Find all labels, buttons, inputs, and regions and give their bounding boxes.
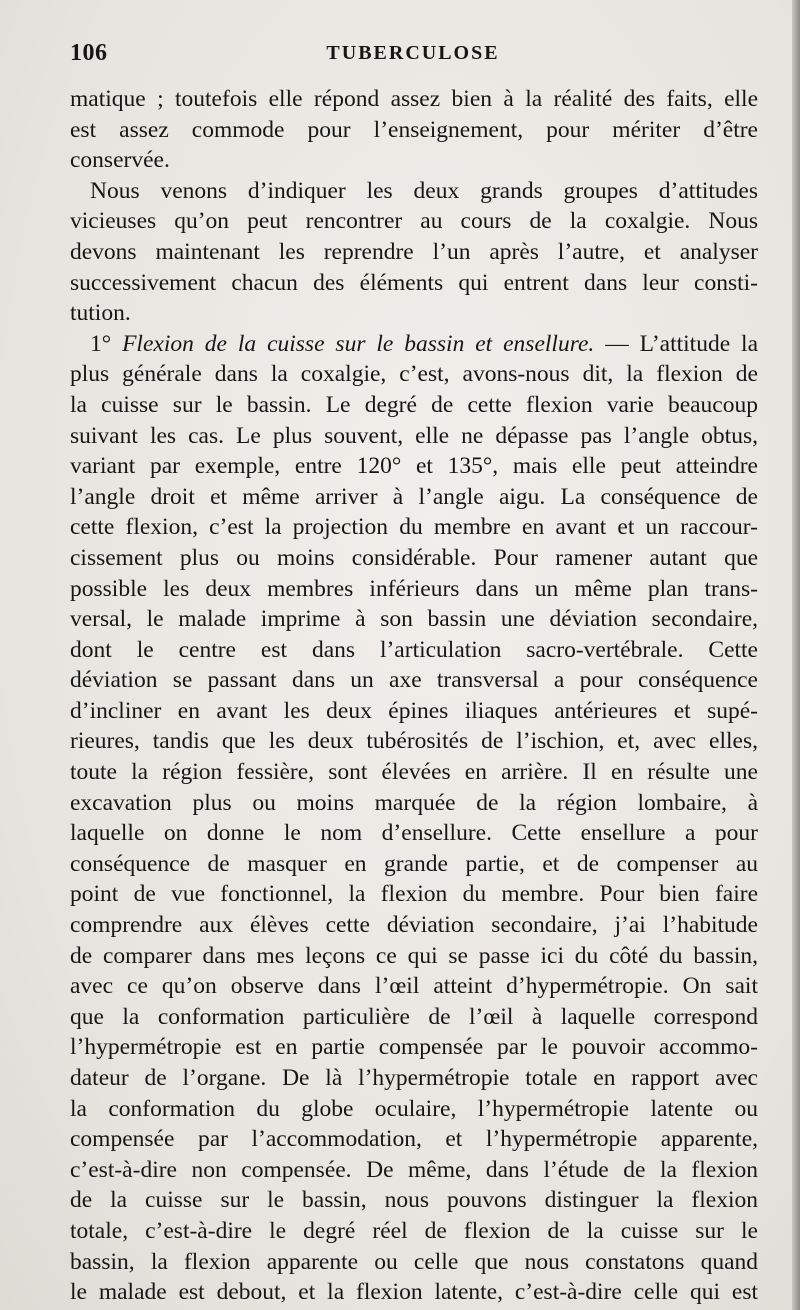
section-number: 1° (90, 330, 112, 357)
paragraph-3 (70, 329, 758, 1308)
section-lead: — L’attitude la (605, 330, 759, 357)
text-line: vicieuses qu’on peut rencontrer au cours de la coxalgie. Nous (70, 208, 758, 235)
page-edge-shadow (792, 0, 800, 1310)
page-number: 106 (70, 40, 108, 66)
text-line: bassin, la flexion apparente ou celle que nous constatons quand (70, 1248, 758, 1275)
text-line: conséquence de masquer en grande partie, et de compenser au (70, 850, 758, 877)
text-line: l’hypermétropie est en partie compensée par le pouvoir accommo- (70, 1034, 758, 1061)
text-line: toute la région fessière, sont élevées en arrière. Il en résulte une (70, 759, 758, 786)
text-line: conservée. (70, 147, 170, 174)
running-title: TUBERCULOSE (326, 42, 500, 64)
text-line: matique ; toutefois elle répond assez bien à la réalité des faits, elle (70, 86, 758, 112)
text-line: totale, c’est-à-dire le degré réel de flexion de la cuisse sur le (70, 1217, 758, 1244)
text-line: le malade est debout, et la flexion latente, c’est-à-dire celle qui est (70, 1279, 758, 1306)
text-line: tution. (70, 300, 131, 327)
body-text (70, 84, 758, 1308)
text-line: la conformation du globe oculaire, l’hypermétropie latente ou (70, 1095, 758, 1122)
text-line: l’angle droit et même arriver à l’angle aigu. La conséquence de (70, 483, 758, 510)
text-line: rieures, tandis que les deux tubérosités de l’ischion, et, avec elles, (70, 728, 758, 755)
text-line: excavation plus ou moins marquée de la région lombaire, à (70, 789, 758, 816)
text-line: est assez commode pour l’enseignement, pour mériter d’être (70, 116, 758, 143)
paragraph-2 (70, 176, 758, 329)
paragraph-1 (70, 84, 758, 176)
text-line: Nous venons d’indiquer les deux grands groupes d’attitudes (90, 177, 758, 204)
text-line: la cuisse sur le bassin. Le degré de cette flexion varie beaucoup (70, 391, 758, 418)
text-line: suivant les cas. Le plus souvent, elle ne dépasse pas l’angle obtus, (70, 422, 758, 449)
text-line: avec ce qu’on observe dans l’œil atteint d’hypermétropie. On sait (70, 973, 758, 1000)
text-line: cissement plus ou moins considérable. Pour ramener autant que (70, 544, 758, 571)
text-line: successivement chacun des éléments qui entrent dans leur consti- (70, 269, 758, 296)
text-line: plus générale dans la coxalgie, c’est, avons-nous dit, la flexion de (70, 361, 758, 388)
text-line: versal, le malade imprime à son bassin une déviation secondaire, (70, 606, 758, 633)
text-line: de la cuisse sur le bassin, nous pouvons distinguer la flexion (70, 1187, 758, 1214)
text-line: dateur de l’organe. De là l’hypermétropie totale en rapport avec (70, 1065, 758, 1091)
text-line: point de vue fonctionnel, la flexion du membre. Pour bien faire (70, 881, 758, 908)
text-line: déviation se passant dans un axe transversal a pour conséquence (70, 667, 758, 694)
text-line: dont le centre est dans l’articulation sacro-vertébrale. Cette (70, 636, 758, 663)
page-header (70, 40, 756, 70)
text-line: comprendre aux élèves cette déviation secondaire, j’ai l’habitude (70, 912, 758, 939)
text-line: de comparer dans mes leçons ce qui se passe ici du côté du bassin, (70, 942, 758, 969)
text-line: laquelle on donne le nom d’ensellure. Cette ensellure a pour (70, 820, 758, 847)
text-line: variant par exemple, entre 120° et 135°, mais elle peut atteindre (70, 453, 758, 480)
text-line: compensée par l’accommodation, et l’hypermétropie apparente, (70, 1126, 758, 1153)
text-line: cette flexion, c’est la projection du membre en avant et un raccour- (70, 514, 758, 541)
section-title: Flexion de la cuisse sur le bassin et ensellure. (122, 330, 595, 357)
text-line: d’incliner en avant les deux épines iliaques antérieures et supé- (70, 697, 758, 724)
text-line: c’est-à-dire non compensée. De même, dans l’étude de la flexion (70, 1156, 758, 1183)
text-line: possible les deux membres inférieurs dans un même plan trans- (70, 575, 758, 602)
section-heading-line (70, 329, 758, 360)
text-line: que la conformation particulière de l’œil à laquelle correspond (70, 1003, 758, 1030)
text-line: devons maintenant les reprendre l’un après l’autre, et analyser (70, 238, 758, 265)
